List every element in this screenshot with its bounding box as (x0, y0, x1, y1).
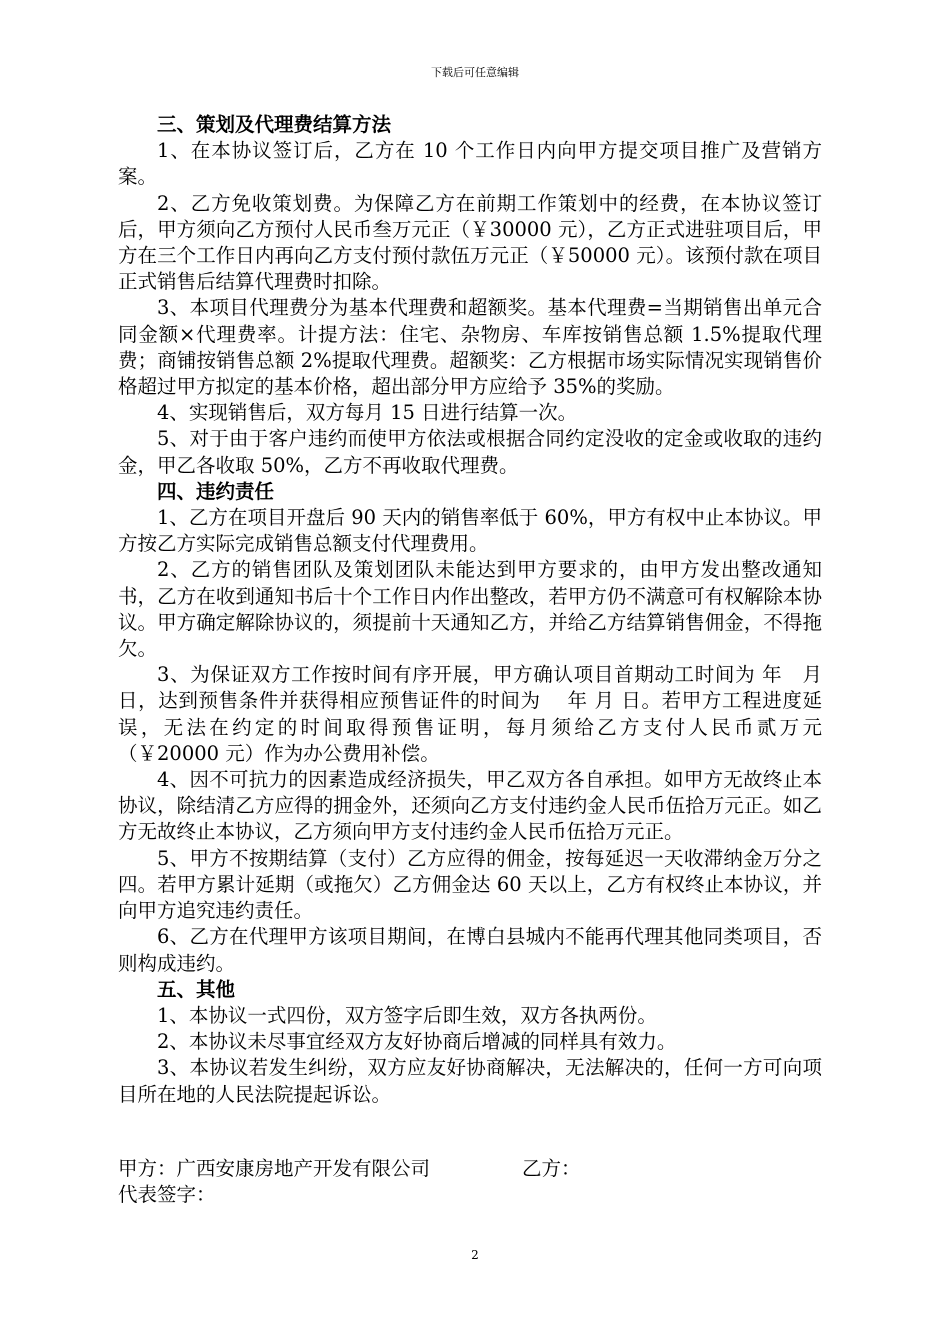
clause-paragraph: 3、本项目代理费分为基本代理费和超额奖。基本代理费=当期销售出单元合同金额×代理费率。计提方法：住宅、杂物房、车库按销售总额 1.5%提取代理费；商铺按销售总额 2%提取代理费。超额奖：乙方根据市场实际情况实现销售价格超过甲方拟定的基本价格，超出部分甲方应给予 35%的奖励。 (118, 296, 822, 399)
clause-paragraph: 1、本协议一式四份，双方签字后即生效，双方各执两份。 (157, 1003, 657, 1027)
section-title: 四、违约责任 (157, 479, 275, 503)
section-title: 三、策划及代理费结算方法 (157, 113, 392, 136)
clause-paragraph: 1、在本协议签订后，乙方在 10 个工作日内向甲方提交项目推广及营销方案。 (118, 139, 822, 189)
clause-paragraph: 2、本协议未尽事宜经双方友好协商后增减的同样具有效力。 (157, 1030, 677, 1054)
section-other (118, 977, 822, 1108)
page-header: 下载后可任意编辑 (431, 66, 519, 79)
signature-block (118, 1156, 822, 1208)
document-body (118, 112, 822, 1108)
clause-paragraph: 5、对于由于客户违约而使甲方依法或根据合同约定没收的定金或收取的违约金，甲乙各收取 50%，乙方不再收取代理费。 (118, 427, 822, 477)
representative-signature-label: 代表签字： (118, 1183, 216, 1207)
clause-paragraph: 4、实现销售后，双方每月 15 日进行结算一次。 (157, 401, 578, 425)
clause-paragraph: 3、本协议若发生纠纷，双方应友好协商解决，无法解决的，任何一方可向项目所在地的人民法院提起诉讼。 (118, 1056, 822, 1106)
clause-paragraph: 5、甲方不按期结算（支付）乙方应得的佣金，按每延迟一天收滞纳金万分之四。若甲方累计延期（或拖欠）乙方佣金达 60 天以上，乙方有权终止本协议，并向甲方追究违约责任。 (118, 846, 822, 923)
clause-paragraph: 2、乙方的销售团队及策划团队未能达到甲方要求的，由甲方发出整改通知书，乙方在收到通知书后十个工作日内作出整改，若甲方仍不满意可有权解除本协议。甲方确定解除协议的，须提前十天通知乙方，并给乙方结算销售佣金，不得拖欠。 (118, 558, 822, 661)
party-a-label: 甲方：广西安康房地产开发有限公司 (118, 1157, 431, 1180)
clause-paragraph: 6、乙方在代理甲方该项目期间，在博白县城内不能再代理其他同类项目，否则构成违约。 (118, 925, 822, 975)
page-number: 2 (471, 1248, 479, 1262)
clause-paragraph: 1、乙方在项目开盘后 90 天内的销售率低于 60%，甲方有权中止本协议。甲方按乙方实际完成销售总额支付代理费用。 (118, 506, 822, 556)
clause-paragraph: 2、乙方免收策划费。为保障乙方在前期工作策划中的经费，在本协议签订后，甲方须向乙方预付人民币叁万元正（￥30000 元），乙方正式进驻项目后，甲方在三个工作日内再向乙方支付预付款伍万元正（￥50000 元）。该预付款在项目正式销售后结算代理费时扣除。 (118, 191, 822, 294)
party-b-label: 乙方： (522, 1157, 581, 1180)
clause-paragraph: 3、为保证双方工作按时间有序开展，甲方确认项目首期动工时间为 年 月 日，达到预售条件并获得相应预售证件的时间为 年 月 日。若甲方工程进度延误，无法在约定的时间取得预售证明，每月须给乙方支付人民币贰万元（￥20000 元）作为办公费用补偿。 (118, 663, 822, 765)
section-liability (118, 479, 822, 977)
section-settlement (118, 112, 822, 479)
section-title: 五、其他 (157, 977, 236, 1001)
clause-paragraph: 4、因不可抗力的因素造成经济损失，甲乙双方各自承担。如甲方无故终止本协议，除结清乙方应得的拥金外，还须向乙方支付违约金人民币伍拾万元正。如乙方无故终止本协议，乙方须向甲方支付违约金人民币伍拾万元正。 (118, 768, 822, 844)
signature-parties (118, 1156, 822, 1182)
